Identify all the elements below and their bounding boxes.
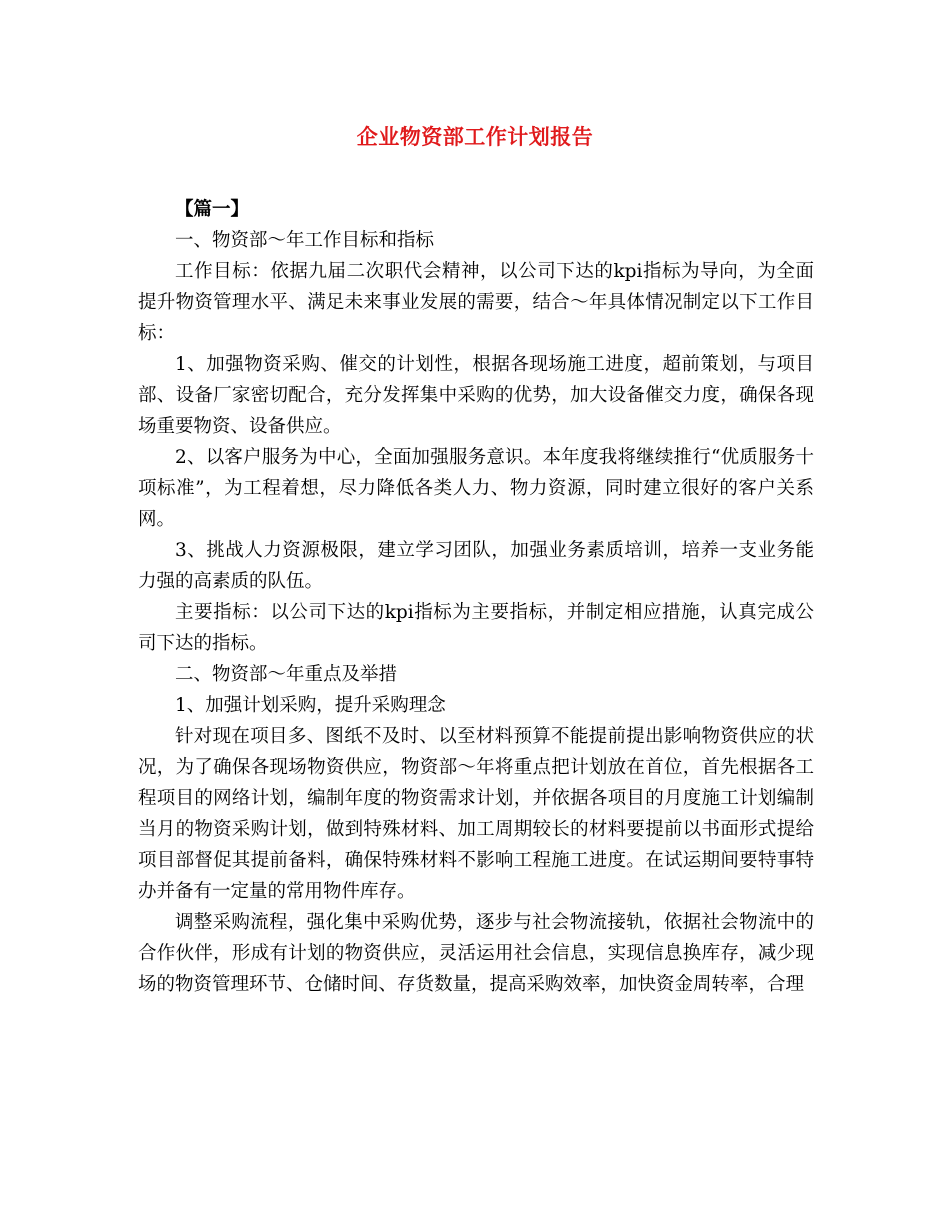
paragraph-procurement-plan: 针对现在项目多、图纸不及时、以至材料预算不能提前提出影响物资供应的状况，为了确保各现场物资供应，物资部～年将重点把计划放在首位，首先根据各工程项目的网络计划，编制年度的物资需求计划，并依据各项目的月度施工计划编制当月的物资采购计划，做到特殊材料、加工周期较长的材料要提前以书面形式提给项目部督促其提前备料，确保特殊材料不影响工程施工进度。在试运期间要特事特办并备有一定量的常用物件库存。 [138, 726, 814, 902]
paragraph-work-goals: 工作目标：依据九届二次职代会精神，以公司下达的kpi指标为导向，为全面提升物资管理水平、满足未来事业发展的需要，结合～年具体情况制定以下工作目标： [138, 261, 814, 344]
document-title: 企业物资部工作计划报告 [356, 124, 594, 149]
heading-goals: 一、物资部～年工作目标和指标 [175, 230, 435, 251]
paragraph-item-3: 3、挑战人力资源极限，建立学习团队，加强业务素质培训，培养一支业务能力强的高素质的队伍。 [138, 540, 814, 592]
paragraph-item-1: 1、加强物资采购、催交的计划性，根据各现场施工进度，超前策划，与项目部、设备厂家密切配合，充分发挥集中采购的优势，加大设备催交力度，确保各现场重要物资、设备供应。 [138, 354, 814, 437]
paragraph-item-2: 2、以客户服务为中心，全面加强服务意识。本年度我将继续推行“优质服务十项标准”，为工程着想，尽力降低各类人力、物力资源，同时建立很好的客户关系网。 [138, 447, 814, 530]
paragraph-procurement-process: 调整采购流程，强化集中采购优势，逐步与社会物流接轨，依据社会物流中的合作伙伴，形成有计划的物资供应，灵活运用社会信息，实现信息换库存，减少现场的物资管理环节、仓储时间、存货数量，提高采购效率，加快资金周转率，合理 [138, 912, 814, 995]
document-body [138, 194, 814, 1000]
heading-key-measures: 二、物资部～年重点及举措 [175, 664, 398, 685]
subheading-planned-procurement: 1、加强计划采购，提升采购理念 [175, 695, 446, 716]
paragraph-main-indicators: 主要指标：以公司下达的kpi指标为主要指标，并制定相应措施，认真完成公司下达的指标。 [138, 602, 814, 654]
section-label: 【篇一】 [175, 199, 250, 220]
